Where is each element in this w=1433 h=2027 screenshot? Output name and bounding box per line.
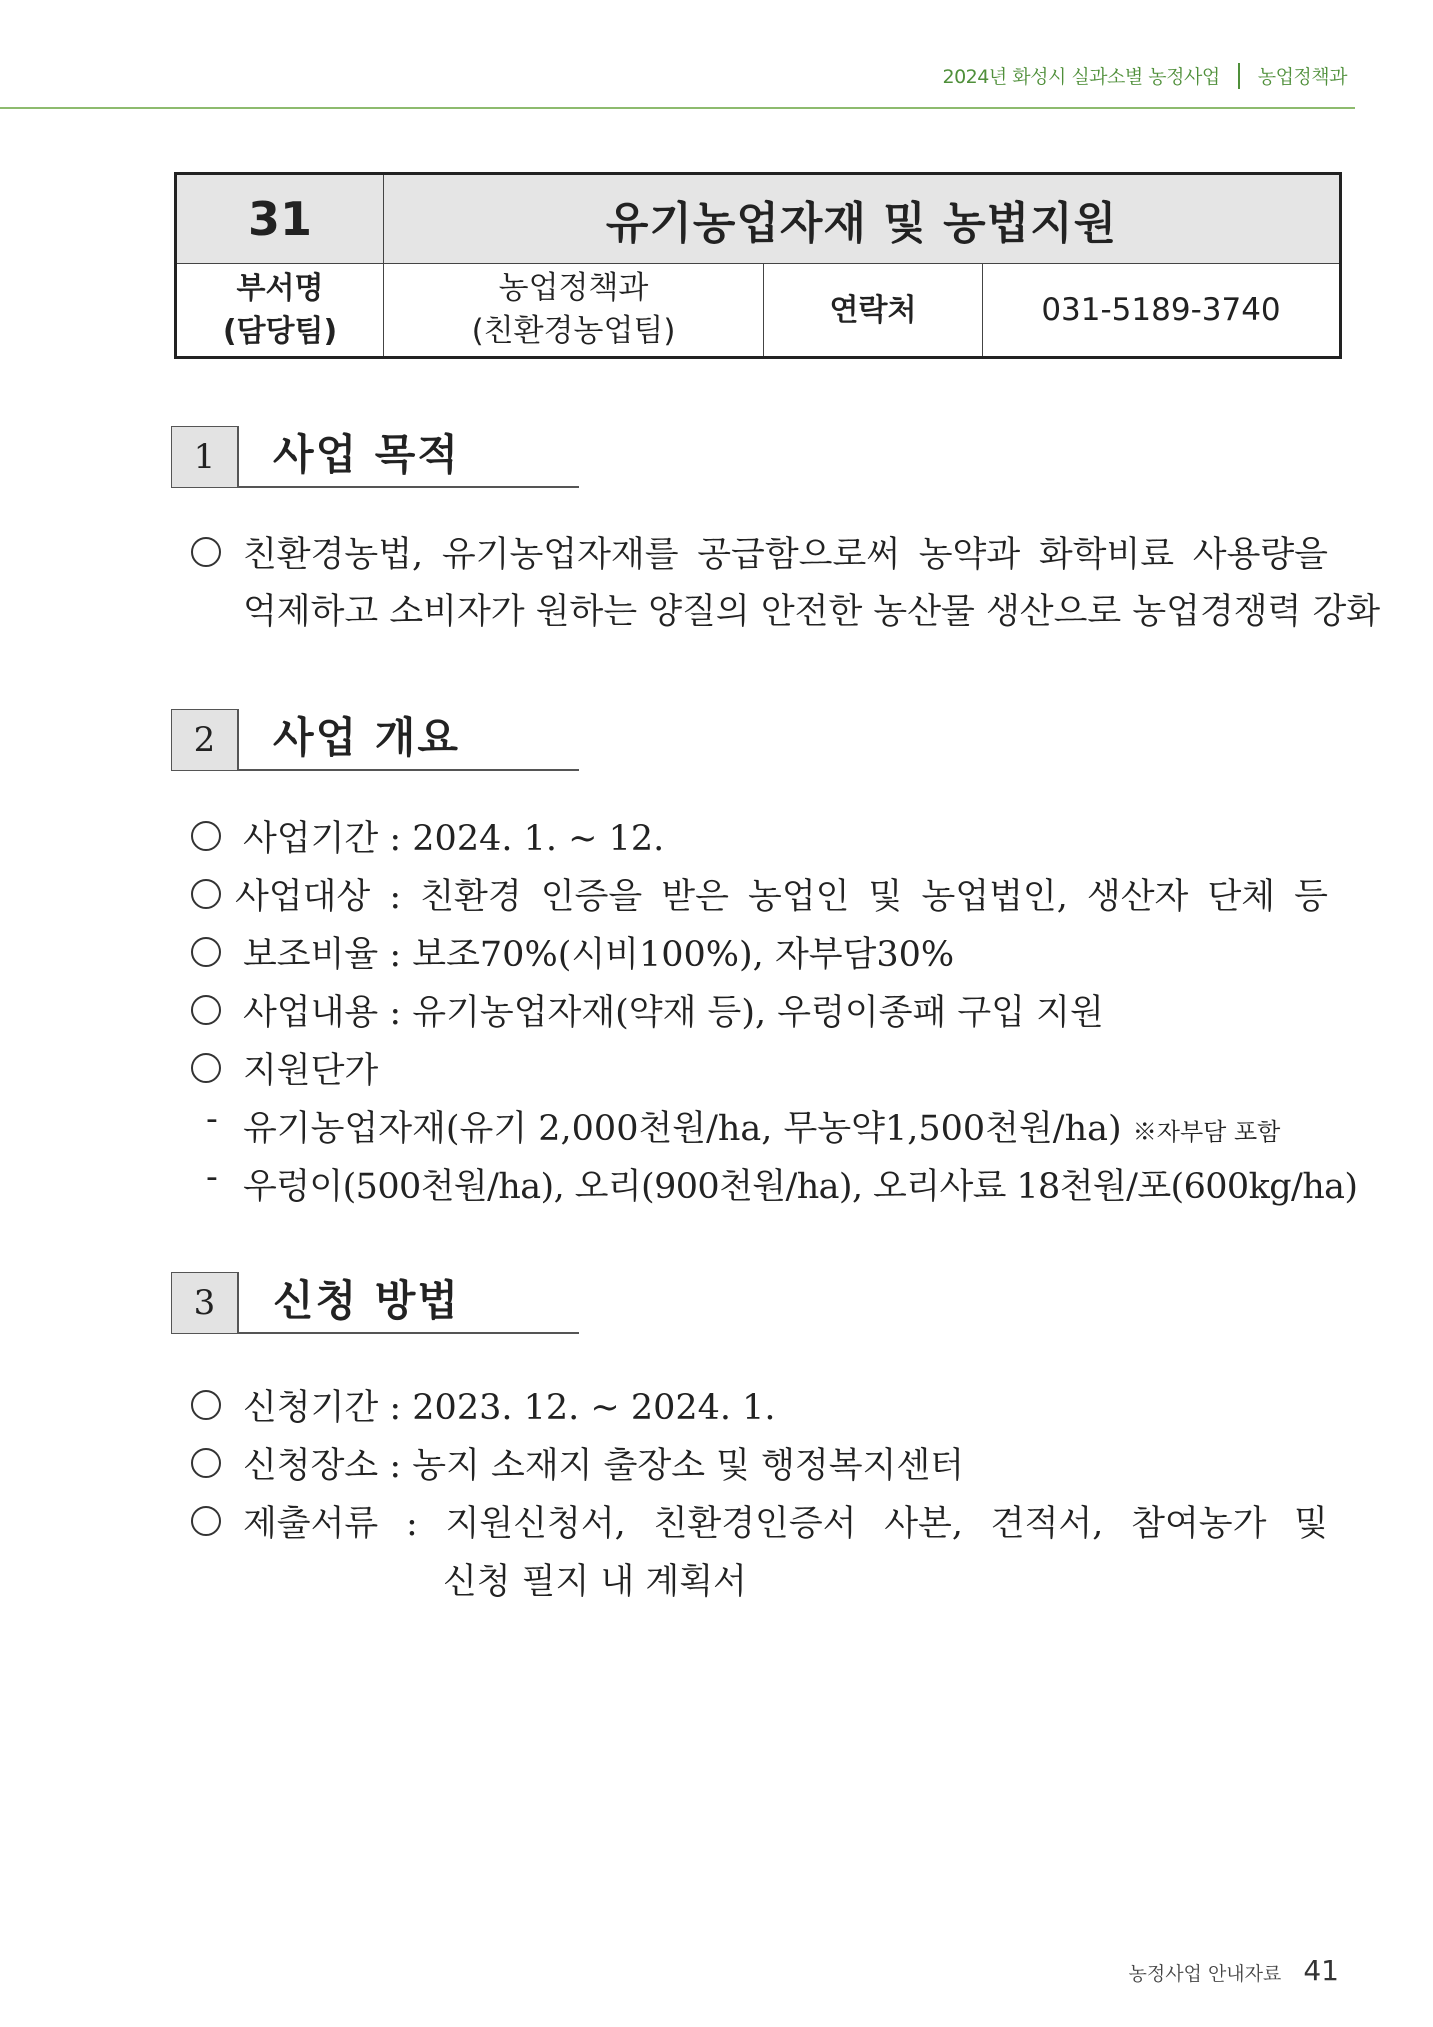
- unit-price-note: ※자부담 포함: [1132, 1118, 1281, 1146]
- contact-label: 연락처: [764, 264, 983, 358]
- dept-value-line2: (친환경농업팀): [471, 313, 676, 349]
- dept-label-line1: 부서명: [236, 271, 324, 306]
- apply-documents-cont: 신청 필지 내 계획서: [443, 1562, 747, 1602]
- bullet-circle-icon: [191, 879, 221, 909]
- bullet-circle-icon: [191, 937, 221, 967]
- overview-period: 사업기간 : 2024. 1. ~ 12.: [243, 819, 665, 859]
- section-title: 사업 목적: [239, 426, 579, 488]
- header-rule: [0, 107, 1355, 109]
- running-header-left: 2024년 화성시 실과소별 농정사업: [942, 66, 1220, 88]
- bullet-circle-icon: [191, 1506, 221, 1536]
- dept-label-line2: (담당팀): [222, 314, 338, 349]
- section-heading-3: [171, 1272, 579, 1334]
- bullet-circle-icon: [191, 821, 221, 851]
- bullet-circle-icon: [191, 1053, 221, 1083]
- overview-unit-price: 지원단가: [243, 1051, 379, 1091]
- section-number: 3: [171, 1272, 239, 1334]
- dash-bullet: -: [206, 1157, 218, 1197]
- unit-price-organic: [243, 1101, 1280, 1151]
- apply-place: 신청장소 : 농지 소재지 출장소 및 행정복지센터: [243, 1446, 964, 1486]
- dept-value-line1: 농업정책과: [498, 270, 649, 306]
- program-number: 31: [176, 174, 384, 264]
- page-number: 41: [1303, 1954, 1339, 1987]
- overview-target: 사업대상 : 친환경 인증을 받은 농업인 및 농업법인, 생산자 단체 등: [235, 877, 1328, 917]
- page-footer: [1128, 1954, 1339, 1987]
- footer-text: 농정사업 안내자료: [1128, 1963, 1282, 1985]
- program-info-table: [174, 172, 1342, 359]
- running-header: [942, 62, 1347, 89]
- bullet-circle-icon: [191, 995, 221, 1025]
- bullet-circle-icon: [191, 1448, 221, 1478]
- section-heading-1: [171, 426, 579, 488]
- dept-label: [176, 264, 384, 358]
- purpose-line-2: 억제하고 소비자가 원하는 양질의 안전한 농산물 생산으로 농업경쟁력 강화: [243, 592, 1381, 632]
- overview-content: 사업내용 : 유기농업자재(약재 등), 우렁이종패 구입 지원: [243, 993, 1104, 1033]
- bullet-circle-icon: [191, 537, 221, 567]
- section-title: 사업 개요: [239, 709, 579, 771]
- purpose-line-1: 친환경농법, 유기농업자재를 공급함으로써 농약과 화학비료 사용량을: [243, 535, 1328, 575]
- apply-period: 신청기간 : 2023. 12. ~ 2024. 1.: [243, 1388, 776, 1428]
- section-heading-2: [171, 709, 579, 771]
- header-separator: [1238, 63, 1240, 89]
- program-title: 유기농업자재 및 농법지원: [384, 174, 1341, 264]
- dept-value: [384, 264, 764, 358]
- bullet-circle-icon: [191, 1390, 221, 1420]
- overview-ratio: 보조비율 : 보조70%(시비100%), 자부담30%: [243, 935, 955, 975]
- section-title: 신청 방법: [239, 1272, 579, 1334]
- section-number: 1: [171, 426, 239, 488]
- section-number: 2: [171, 709, 239, 771]
- running-header-right: 농업정책과: [1257, 66, 1347, 88]
- contact-value: 031-5189-3740: [983, 264, 1341, 358]
- apply-documents: 제출서류 : 지원신청서, 친환경인증서 사본, 견적서, 참여농가 및: [243, 1504, 1328, 1544]
- unit-price-organic-text: 유기농업자재(유기 2,000천원/ha, 무농약1,500천원/ha): [243, 1109, 1122, 1149]
- dash-bullet: -: [206, 1099, 218, 1139]
- unit-price-snail-duck: 우렁이(500천원/ha), 오리(900천원/ha), 오리사료 18천원/포(600kg/ha): [243, 1167, 1358, 1207]
